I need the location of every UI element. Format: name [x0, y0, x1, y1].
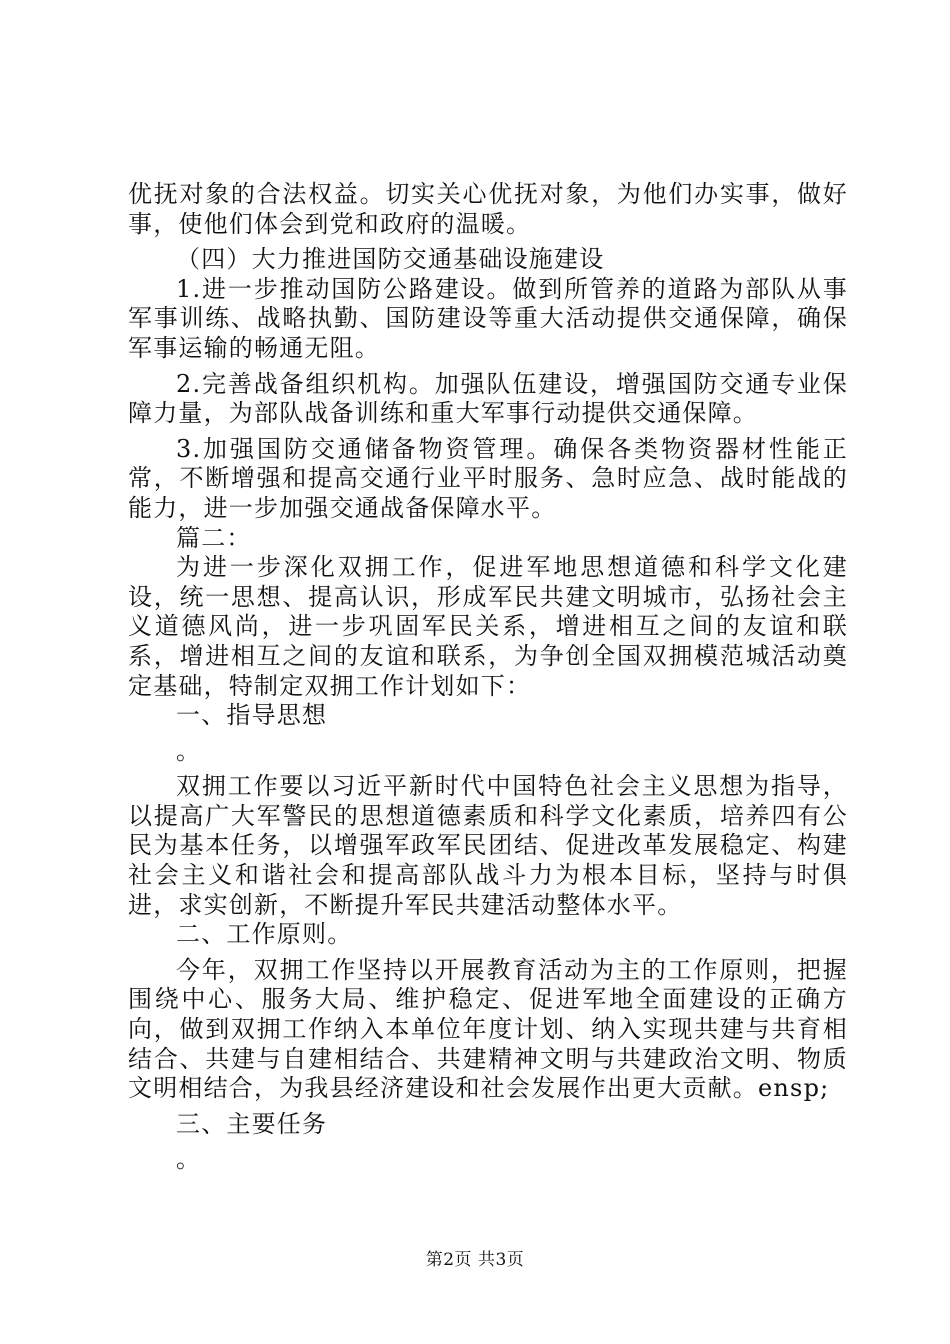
paragraph-work-principles: 今年，双拥工作坚持以开展教育活动为主的工作原则，把握围绕中心、服务大局、维护稳定、促进军地全面建设的正确方向，做到双拥工作纳入本单位年度计划、纳入实现共建与共育相结合、共建与自建相结合、共建精神文明与共建政治文明、物质文明相结合，为我县经济建设和社会发展作出更大贡献。ensp; — [128, 955, 848, 1103]
paragraph-period: 。 — [176, 736, 202, 765]
section-heading-four: （四）大力推进国防交通基础设施建设 — [176, 245, 605, 274]
paragraph-item-2: 2.完善战备组织机构。加强队伍建设，增强国防交通专业保障力量，为部队战备训练和重大军事行动提供交通保障。 — [128, 369, 848, 428]
heading-work-principles: 二、工作原则。 — [176, 920, 353, 949]
paragraph-item-1: 1.进一步推动国防公路建设。做到所管养的道路为部队从事军事训练、战略执勤、国防建设等重大活动提供交通保障，确保军事运输的畅通无阻。 — [128, 274, 848, 362]
paragraph-guiding-ideology: 双拥工作要以习近平新时代中国特色社会主义思想为指导，以提高广大军警民的思想道德素质和科学文化素质，培养四有公民为基本任务，以增强军政军民团结、促进改革发展稳定、构建社会主义和谐社会和提高部队战斗力为根本目标，坚持与时俱进，求实创新，不断提升军民共建活动整体水平。 — [128, 772, 848, 919]
heading-guiding-ideology: 一、指导思想 — [176, 701, 328, 730]
paragraph-period-end: 。 — [176, 1145, 202, 1174]
paragraph-item-3: 3.加强国防交通储备物资管理。确保各类物资器材性能正常，不断增强和提高交通行业平时服务、急时应急、战时能战的能力，进一步加强交通战备保障水平。 — [128, 434, 848, 522]
document-body — [128, 180, 848, 1175]
part-two-heading: 篇二： — [176, 523, 252, 552]
paragraph-intro: 为进一步深化双拥工作，促进军地思想道德和科学文化建设，统一思想、提高认识，形成军民共建文明城市，弘扬社会主义道德风尚，进一步巩固军民关系，增进相互之间的友谊和联系，增进相互之间的友谊和联系，为争创全国双拥模范城活动奠定基础，特制定双拥工作计划如下： — [128, 553, 848, 700]
page-number-footer: 第2页 共3页 — [425, 1250, 525, 1270]
paragraph-continuation: 优抚对象的合法权益。切实关心优抚对象，为他们办实事，做好事，使他们体会到党和政府的温暖。 — [128, 180, 848, 238]
heading-main-tasks: 三、主要任务 — [176, 1109, 328, 1138]
